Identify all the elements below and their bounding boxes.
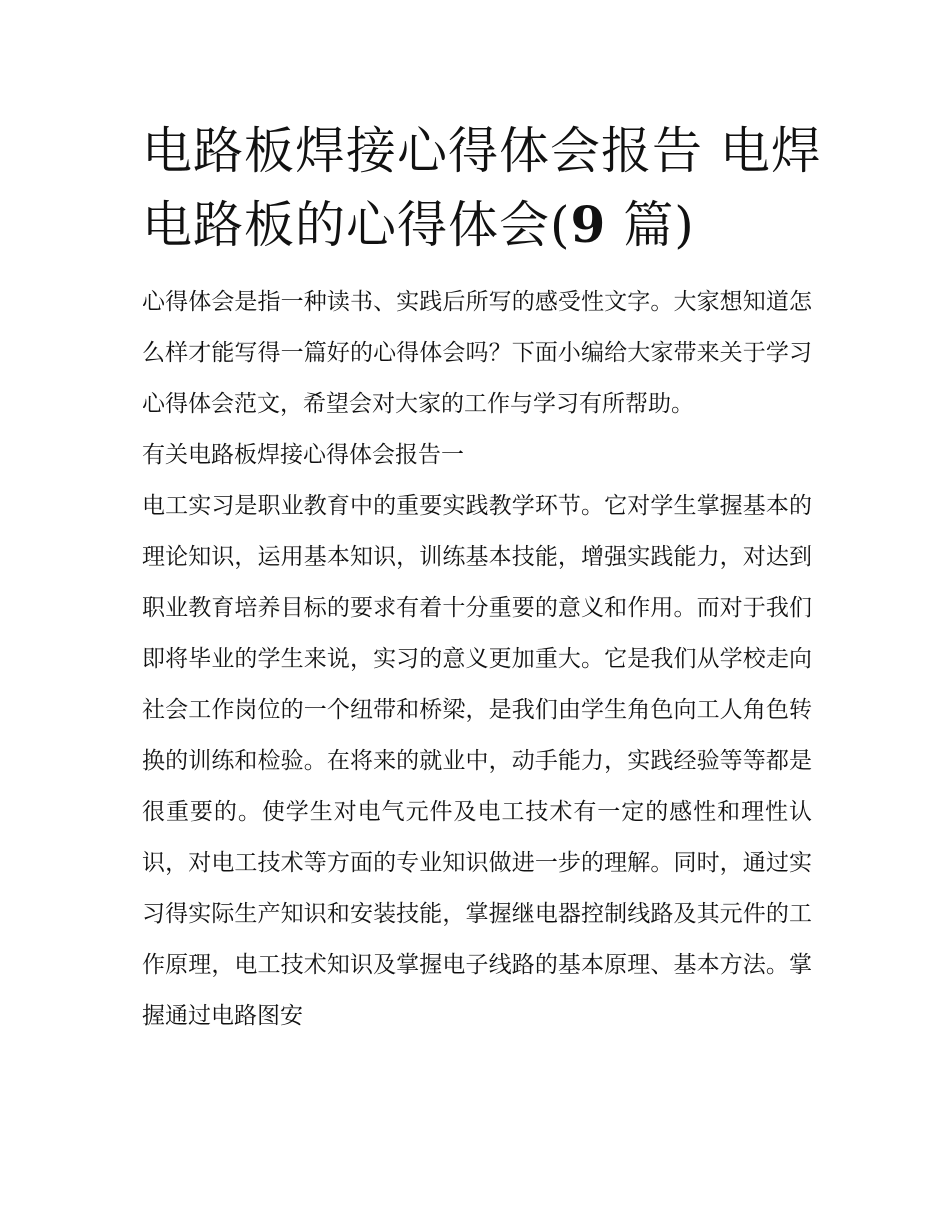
document-title-tail: 篇) bbox=[606, 196, 695, 254]
document-body bbox=[142, 277, 812, 1042]
section-body-paragraph: 电工实习是职业教育中的重要实践教学环节。它对学生掌握基本的理论知识，运用基本知识，训练基本技能，增强实践能力，对达到职业教育培养目标的要求有着十分重要的意义和作用。而对于我们即将毕业的学生来说，实习的意义更加重大。它是我们从学校走向社会工作岗位的一个纽带和桥梁，是我们由学生角色向工人角色转换的训练和检验。在将来的就业中，动手能力，实践经验等等都是很重要的。使学生对电气元件及电工技术有一定的感性和理性认识，对电工技术等方面的专业知识做进一步的理解。同时，通过实习得实际生产知识和安装技能，掌握继电器控制线路及其元件的工作原理，电工技术知识及掌握电子线路的基本原理、基本方法。掌握通过电路图安 bbox=[142, 493, 812, 1029]
section-heading: 有关电路板焊接心得体会报告一 bbox=[142, 442, 464, 468]
intro-paragraph: 心得体会是指一种读书、实践后所写的感受性文字。大家想知道怎么样才能写得一篇好的心得体会吗？下面小编给大家带来关于学习心得体会范文，希望会对大家的工作与学习有所帮助。 bbox=[142, 289, 812, 417]
document-title bbox=[142, 114, 822, 262]
document-title-count: 9 bbox=[570, 195, 607, 254]
document-title-main: 电路板焊接心得体会报告 电焊电路板的心得体会( bbox=[142, 122, 822, 254]
